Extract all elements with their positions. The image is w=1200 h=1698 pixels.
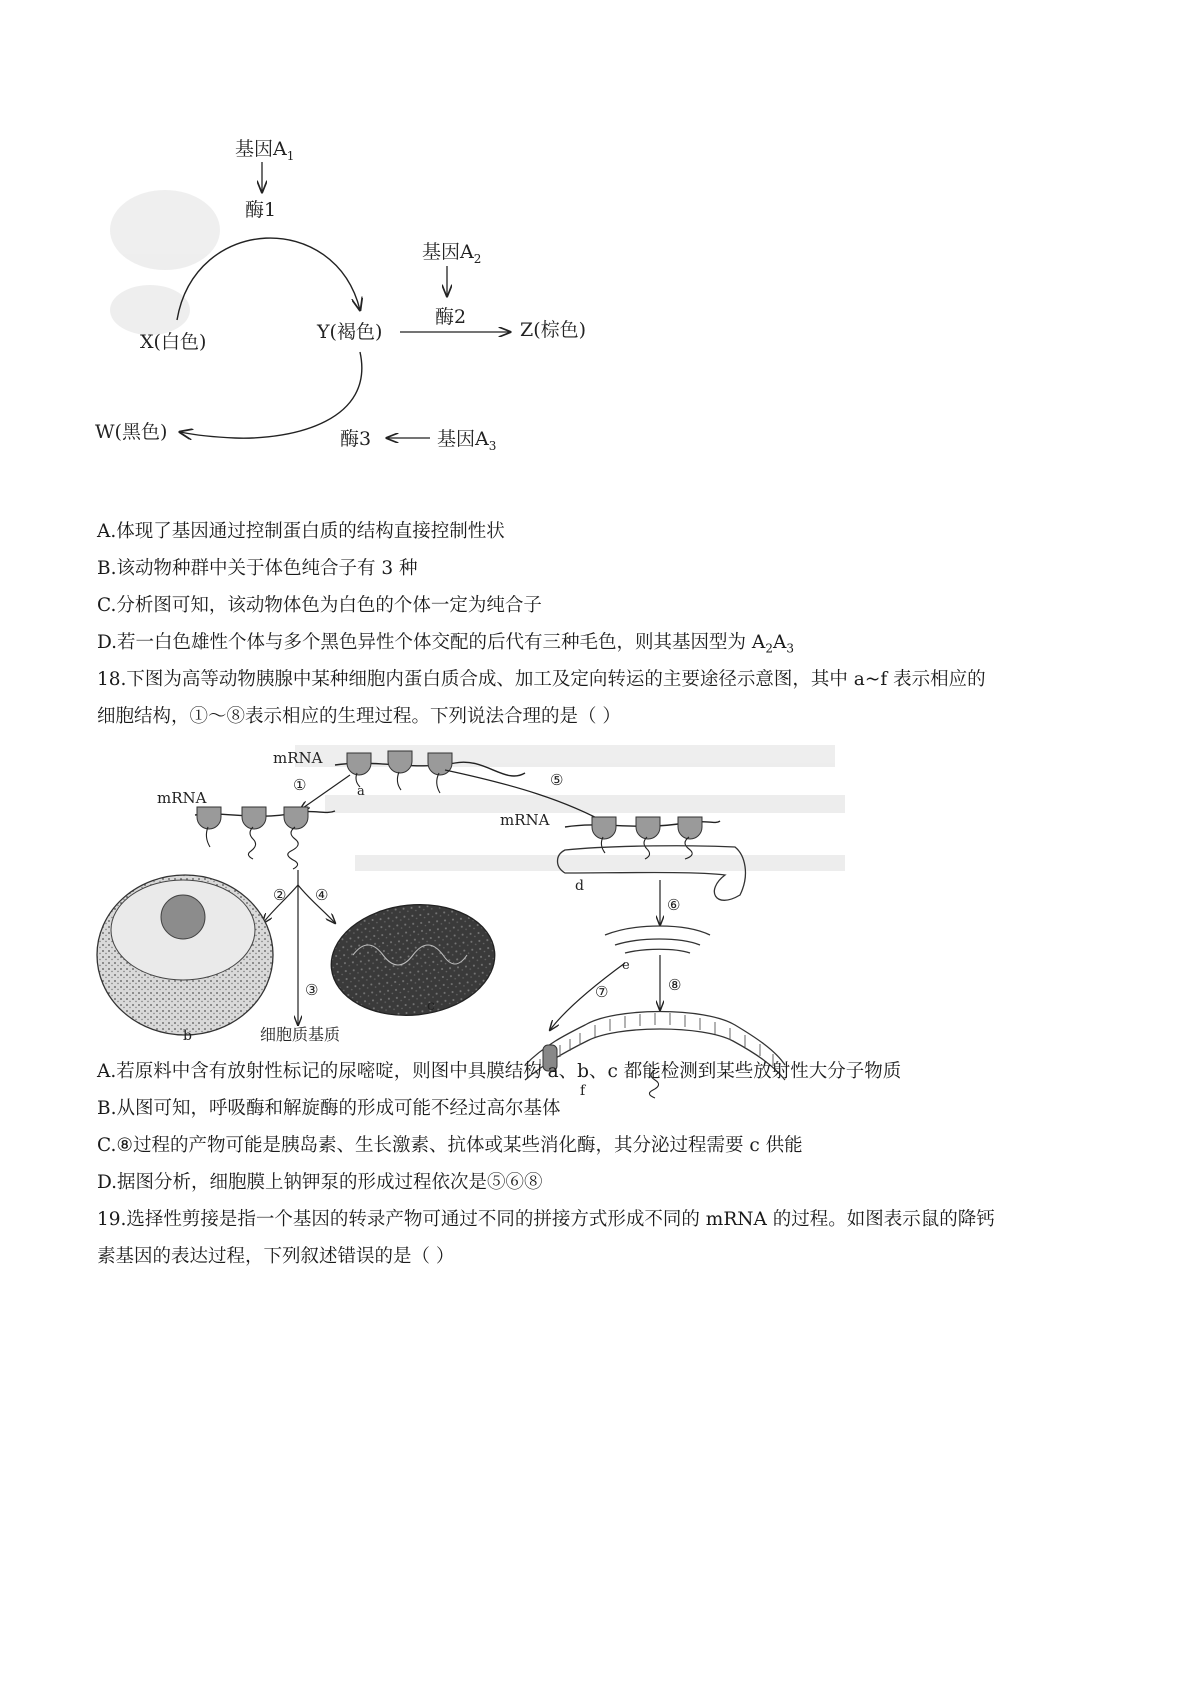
step6-label: ⑥ — [667, 896, 681, 914]
er-d — [558, 846, 746, 901]
q18-stem-line1: 18.下图为高等动物胰腺中某种细胞内蛋白质合成、加工及定向转运的主要途径示意图，其中 a~f 表示相应的 — [97, 669, 986, 690]
gene-a1-label: 基因$A_1$ — [235, 138, 295, 163]
step1-label: ① — [293, 776, 307, 794]
step7-label: ⑦ — [595, 983, 609, 1001]
step3-label: ③ — [305, 981, 319, 999]
label-f: f — [580, 1083, 586, 1099]
protein-transport-diagram — [95, 745, 855, 1145]
mitochondrion-c — [326, 897, 501, 1024]
w-black-label: W(黑色) — [95, 421, 168, 443]
x-white-label: X(白色) — [140, 331, 207, 353]
golgi-e — [605, 926, 710, 953]
mrna-right-label: mRNA — [500, 811, 550, 829]
step8-label: ⑧ — [668, 976, 682, 994]
y-brown-label: Y(褐色) — [317, 321, 383, 343]
q19-stem-line1: 19.选择性剪接是指一个基因的转录产物可通过不同的拼接方式形成不同的 mRNA 的过程。如图表示鼠的降钙 — [97, 1209, 995, 1230]
gene-pathway-diagram — [95, 120, 655, 500]
q18-option-c: C.⑧过程的产物可能是胰岛素、生长激素、抗体或某些消化酶，其分泌过程需要 c 供能 — [97, 1135, 803, 1156]
nucleus-b — [97, 875, 273, 1035]
q18-stem-line2: 细胞结构，①～⑧表示相应的生理过程。下列说法合理的是（ ） — [97, 706, 621, 727]
q17-option-b: B.该动物种群中关于体色纯合子有 3 种 — [97, 558, 418, 579]
label-b: b — [183, 1028, 192, 1044]
gene-a2-label: 基因$A_2$ — [422, 241, 482, 266]
label-e: e — [622, 958, 630, 973]
cytoplasm-label: 细胞质基质 — [260, 1025, 341, 1044]
step2-label: ② — [273, 886, 287, 904]
ribosome-group-er — [592, 817, 702, 839]
q17-option-d: D.若一白色雄性个体与多个黑色异性个体交配的后代有三种毛色，则其基因型为 $A_2A_3$ — [97, 632, 794, 656]
q18-option-a: A.若原料中含有放射性标记的尿嘧啶，则图中具膜结构 a、b、c 都能检测到某些放射性大分子物质 — [97, 1061, 902, 1082]
q19-stem-line2: 素基因的表达过程，下列叙述错误的是（ ） — [97, 1246, 455, 1267]
q17-option-a: A.体现了基因通过控制蛋白质的结构直接控制性状 — [97, 521, 505, 542]
arrow-step7 — [550, 963, 625, 1030]
q18-option-b: B.从图可知，呼吸酶和解旋酶的形成可能不经过高尔基体 — [97, 1098, 561, 1119]
step5-label: ⑤ — [550, 771, 564, 789]
q17-option-c: C.分析图可知，该动物体色为白色的个体一定为纯合子 — [97, 595, 542, 616]
enzyme2-label: 酶2 — [435, 306, 467, 328]
ribosome-group-a — [347, 751, 452, 775]
enzyme1-label: 酶1 — [245, 199, 277, 221]
z-tan-label: Z(棕色) — [520, 319, 587, 341]
label-a: a — [357, 784, 365, 799]
step4-label: ④ — [315, 886, 329, 904]
label-c: c — [427, 998, 435, 1014]
ribosome-group-free — [197, 807, 308, 829]
mrna-top-label: mRNA — [273, 749, 323, 767]
mrna-left-label: mRNA — [157, 789, 207, 807]
gene-a3-label: 基因$A_3$ — [437, 428, 497, 453]
arc-y-to-w — [180, 352, 362, 438]
label-d: d — [575, 878, 584, 894]
q18-option-d: D.据图分析，细胞膜上钠钾泵的形成过程依次是⑤⑥⑧ — [97, 1172, 543, 1193]
enzyme3-label: 酶3 — [340, 428, 372, 450]
